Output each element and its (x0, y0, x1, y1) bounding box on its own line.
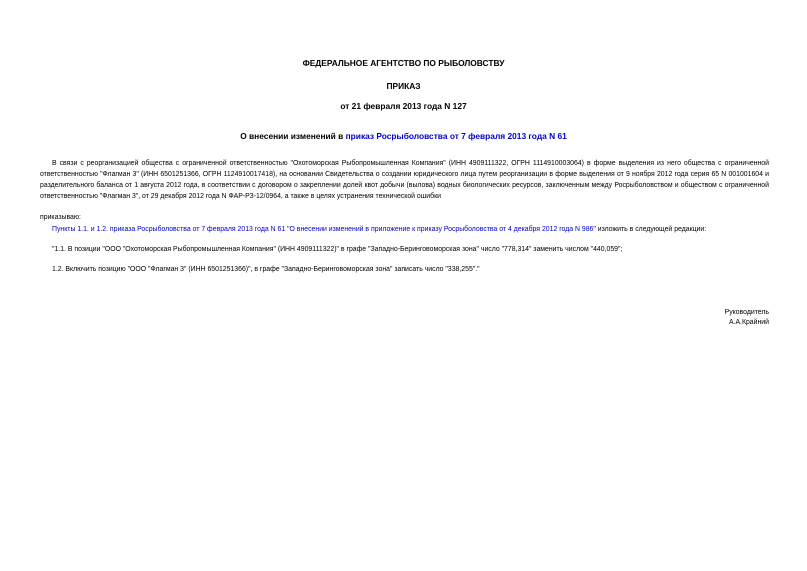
order-verb: приказываю: (40, 214, 81, 221)
signer-name: А.А.Крайний (728, 319, 769, 326)
subject-prefix: О внесении изменений в (240, 131, 346, 141)
subject-link[interactable]: приказ Росрыболовства от 7 февраля 2013 года N 61 (345, 131, 567, 141)
order-subject (0, 131, 807, 141)
points-link[interactable]: Пункты 1.1. и 1.2. приказа Росрыболовства от 7 февраля 2013 года N 61 (52, 226, 286, 233)
point-1-paragraph: "1.1. В позиции "ООО "Охотоморская Рыбопромышленная Компания" (ИНН 4909111322)" в графе "Западно-Беринговоморская зона" число "778,314" заменить числом "440,059"; (52, 246, 623, 253)
point-2-paragraph: 1.2. Включить позицию "ООО "Флагман 3" (ИНН 6501251366)", в графе "Западно-Беринговоморская зона" записать число "338,255"." (52, 266, 480, 273)
order-986-link[interactable]: приказу Росрыболовства от 4 декабря 2012 года N 986 (417, 226, 594, 233)
main-point-tail: " изложить в следующей редакции: (593, 226, 707, 233)
signer-title: Руководитель (724, 309, 769, 316)
order-date-number: от 21 февраля 2013 года N 127 (340, 101, 467, 111)
annex-link-text[interactable]: "О внесении изменений в приложение к (285, 226, 418, 233)
preamble-paragraph: В связи с реорганизацией общества с ограниченной ответственностью "Охотоморская Рыбопромышленная Компания" (ИНН 4909111322, ОГРН 1114910003064) в форме выделения из него общества с ограниченной ответственностью "Флагман 3" (ИНН 6501251366, ОГРН 1124910017418), на основании Свидетельства о создании юридического лица путем реорганизации в форме выделения от 9 ноября 2012 года серия 65 N 001001604 и разделительного баланса от 1 августа 2012 года, в соответствии с договором о закреплении долей квот добычи (вылова) водных биологических ресурсов, заключенным между Росрыболовством и обществом с ограниченной ответственностью "Флагман 3", от 29 декабря 2012 года N ФАР-РЗ-12/0964, а также в целях устранения технической ошибки (40, 160, 769, 200)
main-point-paragraph (52, 224, 769, 235)
document-type: ПРИКАЗ (386, 81, 421, 91)
agency-name: ФЕДЕРАЛЬНОЕ АГЕНТСТВО ПО РЫБОЛОВСТВУ (302, 58, 505, 68)
